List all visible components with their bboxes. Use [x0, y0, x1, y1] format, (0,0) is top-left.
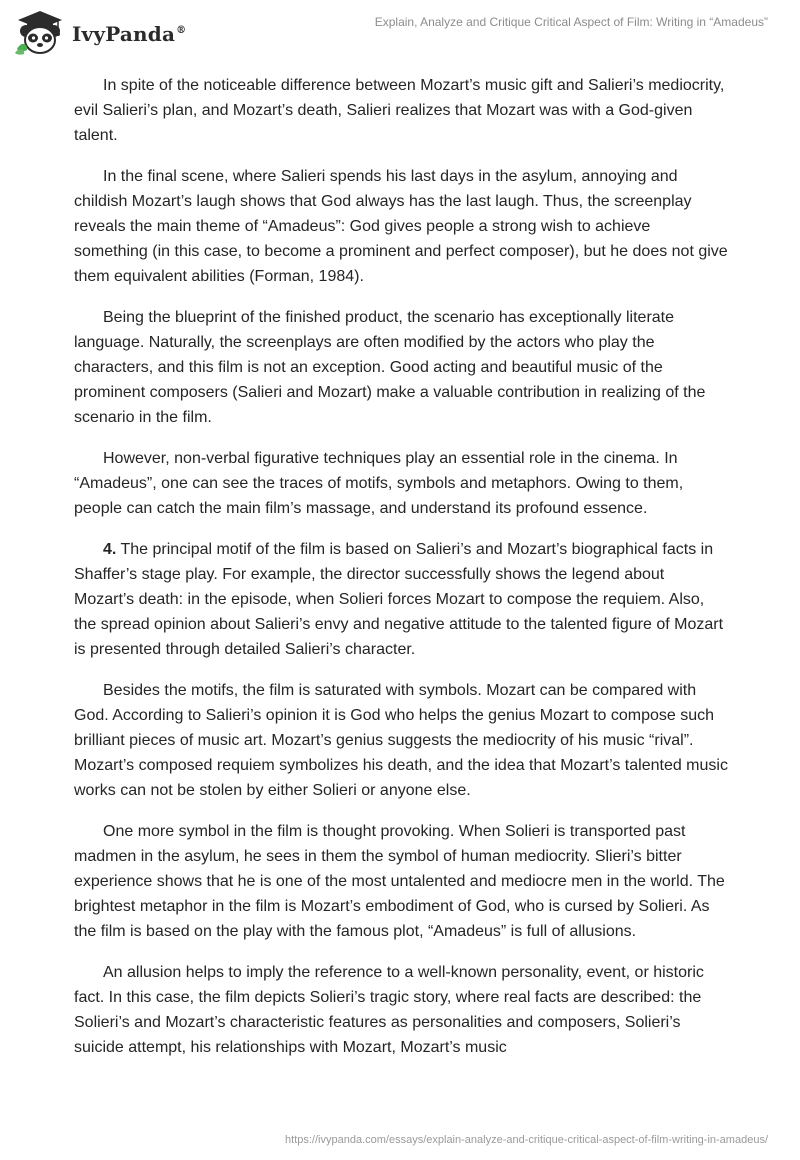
brand-name-text: IvyPanda	[72, 22, 176, 46]
document-title: Explain, Analyze and Critique Critical Aspect of Film: Writing in “Amadeus”	[374, 15, 768, 29]
paragraph	[74, 446, 728, 521]
paragraph-text: In spite of the noticeable difference between Mozart’s music gift and Salieri’s mediocrity, evil Salieri’s plan, and Mozart’s death, Salieri realizes that Mozart was with a God-given talent.	[74, 77, 725, 144]
paragraph-text: Being the blueprint of the finished product, the scenario has exceptionally literate language. Naturally, the screenplays are often modified by the actors who play the characters, and this film is not an exception. Good acting and beautiful music of the prominent composers (Salieri and Mozart) make a valuable contribution in realizing of the scenario in the film.	[74, 309, 706, 426]
paragraph	[74, 960, 728, 1060]
paragraph	[74, 537, 728, 662]
paragraph-text: Besides the motifs, the film is saturated with symbols. Mozart can be compared with God. According to Salieri’s opinion it is God who helps the genius Mozart to compose such brilliant pieces of music art. Mozart’s genius suggests the mediocrity of his music “rival”. Mozart’s composed requiem symbolizes his death, and the idea that Mozart’s talented music works can not be stolen by either Solieri or anyone else.	[74, 682, 728, 799]
paragraph	[74, 819, 728, 944]
brand-name	[72, 22, 186, 46]
registered-mark: ®	[176, 25, 187, 37]
ivypanda-logo[interactable]	[14, 9, 186, 55]
essay-body	[74, 73, 728, 1076]
page-header	[0, 0, 800, 64]
paragraph-text: An allusion helps to imply the reference to a well-known personality, event, or historic fact. In this case, the film depicts Solieri’s tragic story, where real facts are described: the Solieri’s and Mozart’s characteristic features as personalities and composers, Solieri’s suicide attempt, his relationships with Mozart, Mozart’s music	[74, 964, 704, 1056]
source-url: https://ivypanda.com/essays/explain-analyze-and-critique-critical-aspect-of-film-writing-in-amadeus/	[285, 1134, 768, 1146]
paragraph-text: The principal motif of the film is based on Salieri’s and Mozart’s biographical facts in Shaffer’s stage play. For example, the director successfully shows the legend about Mozart’s death: in the episode, when Solieri forces Mozart to compose the requiem. Also, the spread opinion about Salieri’s envy and negative attitude to the talented figure of Mozart is presented through detailed Salieri’s character.	[74, 541, 724, 658]
paragraph-lead: 4.	[103, 541, 117, 558]
paragraph	[74, 305, 728, 430]
paragraph	[74, 678, 728, 803]
paragraph-text: However, non-verbal figurative techniques play an essential role in the cinema. In “Amadeus”, one can see the traces of motifs, symbols and metaphors. Owing to them, people can catch the main film’s massage, and understand its profound essence.	[74, 450, 684, 517]
paragraph-text: One more symbol in the film is thought provoking. When Solieri is transported past madmen in the asylum, he sees in them the symbol of human mediocrity. Slieri’s bitter experience shows that he is one of the most untalented and mediocre men in the world. The brightest metaphor in the film is Mozart’s embodiment of God, who is cursed by Solieri. As the film is based on the play with the famous plot, “Amadeus” is full of allusions.	[74, 823, 725, 940]
panda-graduate-icon	[14, 9, 66, 55]
paragraph	[74, 164, 728, 289]
paragraph-text: In the final scene, where Salieri spends his last days in the asylum, annoying and childish Mozart’s laugh shows that God always has the last laugh. Thus, the screenplay reveals the main theme of “Amadeus”: God gives people a strong wish to achieve something (in this case, to become a prominent and perfect composer), but he does not give them equivalent abilities (Forman, 1984).	[74, 168, 728, 285]
paragraph	[74, 73, 728, 148]
